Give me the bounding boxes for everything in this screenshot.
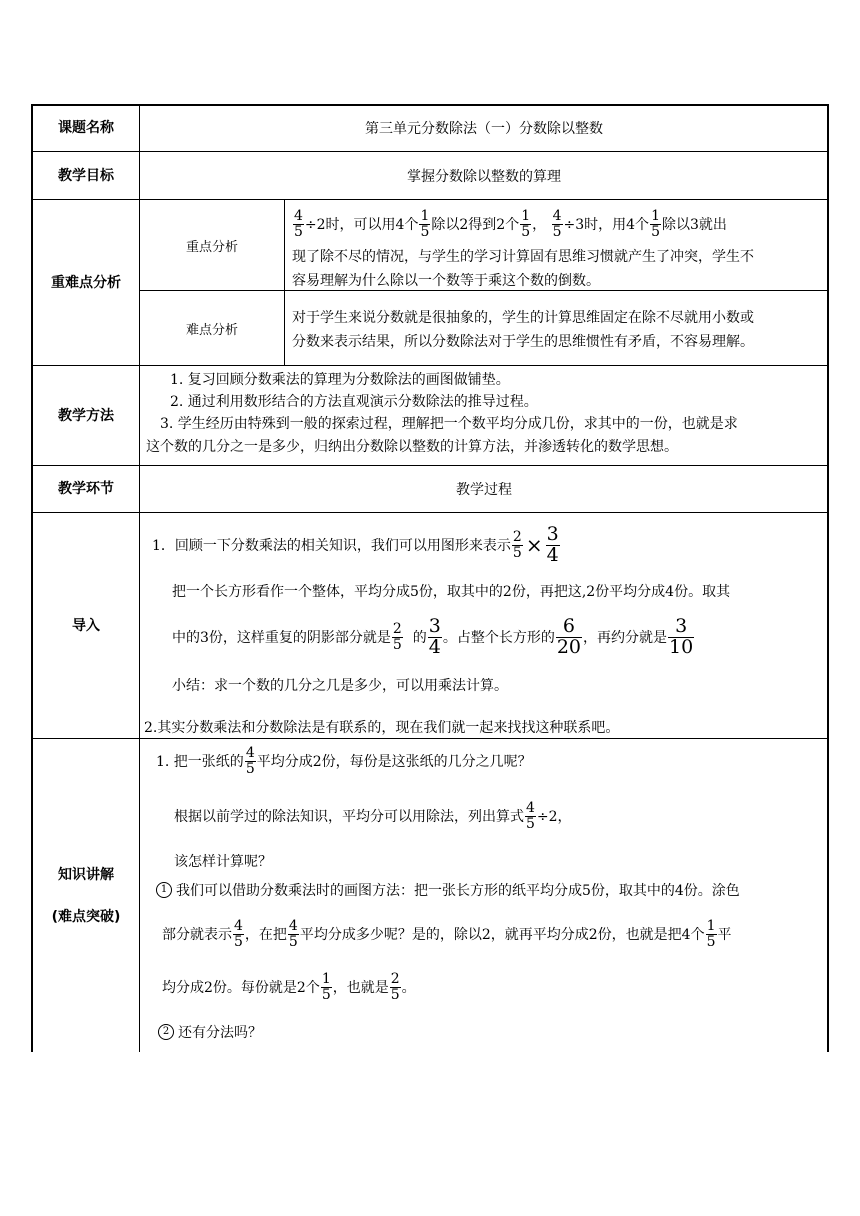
row-divider xyxy=(31,512,829,513)
knowledge-header-subtitle: (难点突破) xyxy=(51,908,121,925)
method-item-3: 3. 学生经历由特殊到一般的探索过程，理解把一个数平均分成几份，求其中的一份，也就是求 xyxy=(160,416,738,432)
intro-summary: 小结：求一个数的几分之几是多少，可以用乘法计算。 xyxy=(172,678,508,694)
key-point-line-3: 容易理解为什么除以一个数等于乘这个数的倒数。 xyxy=(292,273,600,289)
sub-column-divider xyxy=(284,199,285,365)
difficulty-label: 难点分析 xyxy=(185,322,238,338)
fraction: $\frac{4}{5}$ xyxy=(245,744,255,777)
teaching-method-header: 教学方法 xyxy=(58,407,114,424)
fraction: $\frac{4}{5}$ xyxy=(526,799,535,832)
teaching-stage-header: 教学环节 xyxy=(58,481,114,497)
fraction: $\frac{3}{4}$ xyxy=(428,614,441,658)
intro-para-5: 2.其实分数乘法和分数除法是有联系的，现在我们就一起来找找这种联系吧。 xyxy=(144,720,620,736)
fraction: $\frac{4}{5}$ xyxy=(234,917,243,950)
fraction: $\frac{1}{5}$ xyxy=(706,917,716,950)
circled-number: 1 xyxy=(156,882,172,898)
knowledge-question-1: 1. 把一张纸的 $\frac{4}{5}$ 平均分成2份，每份是这张纸的几分之几呢？ xyxy=(156,744,532,777)
knowledge-para-2: 根据以前学过的除法知识，平均分可以用除法，列出算式 $\frac{4}{5}$ ÷2， xyxy=(174,799,572,832)
table-border-right xyxy=(827,104,829,1052)
fraction: $\frac{4}{5}$ xyxy=(288,917,298,950)
fraction: $\frac{4}{5}$ xyxy=(294,207,303,240)
fraction: $\frac{2}{5}$ xyxy=(512,528,522,561)
row-divider xyxy=(31,738,829,739)
key-point-line-2: 现了除不尽的情况，与学生的学习计算固有思维习惯就产生了冲突，学生不 xyxy=(292,249,754,265)
fraction: $\frac{4}{5}$ xyxy=(552,207,562,240)
intro-header: 导入 xyxy=(72,617,100,634)
method-1-line-2: 部分就表示 $\frac{4}{5}$ ，在把 $\frac{4}{5}$ 平均分成多少呢？是的，除以2，就再平均分成2份，也就是把4个 $\frac{1}{5}$ 平 xyxy=(162,917,732,950)
row-divider xyxy=(31,365,829,366)
fraction: $\frac{2}{5}$ xyxy=(392,620,402,653)
fraction: $\frac{6}{20}$ xyxy=(556,614,582,658)
teaching-goal-header: 教学目标 xyxy=(58,167,114,184)
fraction: $\frac{1}{5}$ xyxy=(420,207,430,240)
method-2-line: 2 还有分法吗？ xyxy=(158,1022,262,1042)
method-item-1: 1. 复习回顾分数乘法的算理为分数除法的画图做铺垫。 xyxy=(170,372,510,388)
fraction: $\frac{1}{5}$ xyxy=(521,207,531,240)
knowledge-header xyxy=(32,739,140,1052)
intro-para-2: 把一个长方形看作一个整体，平均分成5份，取其中的2份，再把这,2份平均分成4份。取其 xyxy=(172,584,731,600)
teaching-goal-value: 掌握分数除以整数的算理 xyxy=(407,168,561,185)
teaching-process-title: 教学过程 xyxy=(456,482,512,498)
circled-number: 2 xyxy=(158,1024,174,1040)
method-1-line-3: 均分成2份。每份就是2个 $\frac{1}{5}$ ，也就是 $\frac{2}{5}$ 。 xyxy=(162,970,416,1003)
intro-para-3: 中的3份，这样重复的阴影部分就是 $\frac{2}{5}$ 的 $\frac{3}{4}$ 。占整个长方形的 $\frac{6}{20}$ ，再约分就是 $\frac{3}{10}$ xyxy=(172,614,694,658)
key-point-label: 重点分析 xyxy=(185,239,238,255)
method-item-3-cont: 这个数的几分之一是多少，归纳出分数除以整数的计算方法，并渗透转化的数学思想。 xyxy=(146,439,678,455)
fraction: $\frac{1}{5}$ xyxy=(651,207,660,240)
knowledge-para-3: 该怎样计算呢？ xyxy=(174,854,272,870)
difficulty-line-1: 对于学生来说分数就是很抽象的，学生的计算思维固定在除不尽就用小数或 xyxy=(292,310,754,326)
difficulty-line-2: 分数来表示结果，所以分数除法对于学生的思维惯性有矛盾，不容易理解。 xyxy=(292,334,754,350)
course-name-header: 课题名称 xyxy=(58,120,114,136)
key-point-line-1: $\frac{4}{5}$ ÷2时，可以用4个 $\frac{1}{5}$ 除以2得到2个 $\frac{1}{5}$ ， $\frac{4}{5}$ ÷3时，用4个 $\frac{1}{5}$ 除以3就出 xyxy=(294,207,727,240)
method-item-2: 2. 通过利用数形结合的方法直观演示分数除法的推导过程。 xyxy=(170,394,538,410)
fraction: $\frac{1}{5}$ xyxy=(321,970,331,1003)
fraction: $\frac{3}{4}$ xyxy=(546,522,559,566)
key-difficulty-header: 重难点分析 xyxy=(51,274,121,291)
knowledge-header-title: 知识讲解 xyxy=(58,866,114,883)
fraction: $\frac{2}{5}$ xyxy=(390,970,400,1003)
fraction: $\frac{3}{10}$ xyxy=(669,614,694,658)
intro-para-1: 1．回顾一下分数乘法的相关知识，我们可以用图形来表示 $\frac{2}{5}$ × $\frac{3}{4}$ xyxy=(152,522,559,566)
method-1-line-1: 1 我们可以借助分数乘法时的画图方法：把一张长方形的纸平均分成5份，取其中的4份。涂色 xyxy=(156,880,740,900)
course-name-value: 第三单元分数除法（一）分数除以整数 xyxy=(365,121,603,137)
